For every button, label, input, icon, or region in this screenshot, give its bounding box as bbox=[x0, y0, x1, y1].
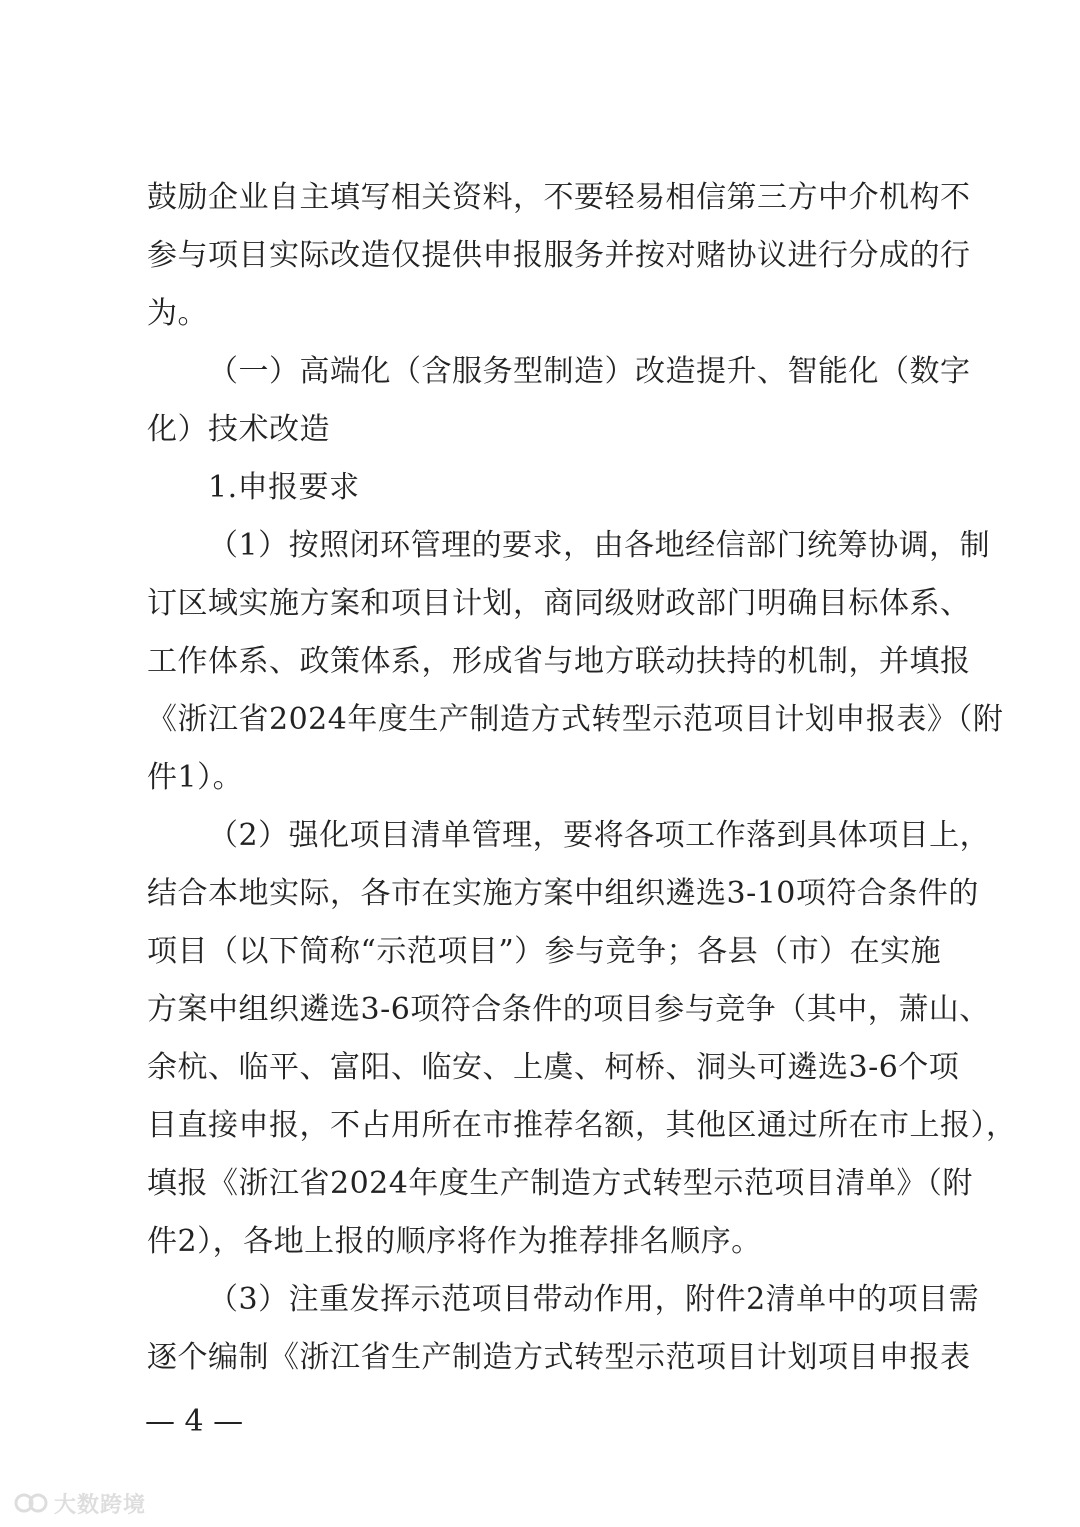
watermark-logo-icon bbox=[14, 1491, 48, 1515]
item3-line-1: （3）注重发挥示范项目带动作用，附件2清单中的项目需 bbox=[208, 1282, 980, 1317]
item2-line-8: 件2），各地上报的顺序将作为推荐排名顺序。 bbox=[147, 1224, 762, 1259]
section-heading-line-2: 化）技术改造 bbox=[147, 412, 330, 447]
paragraph-line-3: 为。 bbox=[147, 296, 208, 331]
section-heading-line-1: （一）高端化（含服务型制造）改造提升、智能化（数字 bbox=[208, 354, 971, 389]
item2-line-5: 余杭、临平、富阳、临安、上虞、柯桥、洞头可遴选3-6个项 bbox=[147, 1050, 960, 1085]
item3-line-2: 逐个编制《浙江省生产制造方式转型示范项目计划项目申报表 bbox=[147, 1340, 971, 1375]
item1-line-1: （1）按照闭环管理的要求，由各地经信部门统筹协调，制 bbox=[208, 528, 991, 563]
item1-line-2: 订区域实施方案和项目计划，商同级财政部门明确目标体系、 bbox=[147, 586, 971, 621]
item1-line-5: 件1）。 bbox=[147, 760, 244, 795]
item1-line-3: 工作体系、政策体系，形成省与地方联动扶持的机制，并填报 bbox=[147, 644, 971, 679]
item1-line-4: 《浙江省2024年度生产制造方式转型示范项目计划申报表》（附 bbox=[147, 702, 1004, 737]
page-number: — 4 — bbox=[145, 1404, 244, 1439]
item2-line-7: 填报《浙江省2024年度生产制造方式转型示范项目清单》（附 bbox=[147, 1166, 973, 1201]
subsection-heading: 1.申报要求 bbox=[208, 470, 360, 505]
item2-line-3: 项目（以下简称“示范项目”）参与竞争；各县（市）在实施 bbox=[147, 934, 942, 969]
paragraph-line-2: 参与项目实际改造仅提供申报服务并按对赌协议进行分成的行 bbox=[147, 238, 971, 273]
watermark bbox=[14, 1488, 146, 1518]
watermark-text: 大数跨境 bbox=[54, 1492, 147, 1518]
item2-line-6: 目直接申报，不占用所在市推荐名额，其他区通过所在市上报）， bbox=[147, 1108, 1017, 1143]
item2-line-4: 方案中组织遴选3-6项符合条件的项目参与竞争（其中，萧山、 bbox=[147, 992, 990, 1027]
item2-line-1: （2）强化项目清单管理，要将各项工作落到具体项目上， bbox=[208, 818, 991, 853]
item2-line-2: 结合本地实际，各市在实施方案中组织遴选3-10项符合条件的 bbox=[147, 876, 979, 911]
paragraph-line-1: 鼓励企业自主填写相关资料，不要轻易相信第三方中介机构不 bbox=[147, 180, 971, 215]
